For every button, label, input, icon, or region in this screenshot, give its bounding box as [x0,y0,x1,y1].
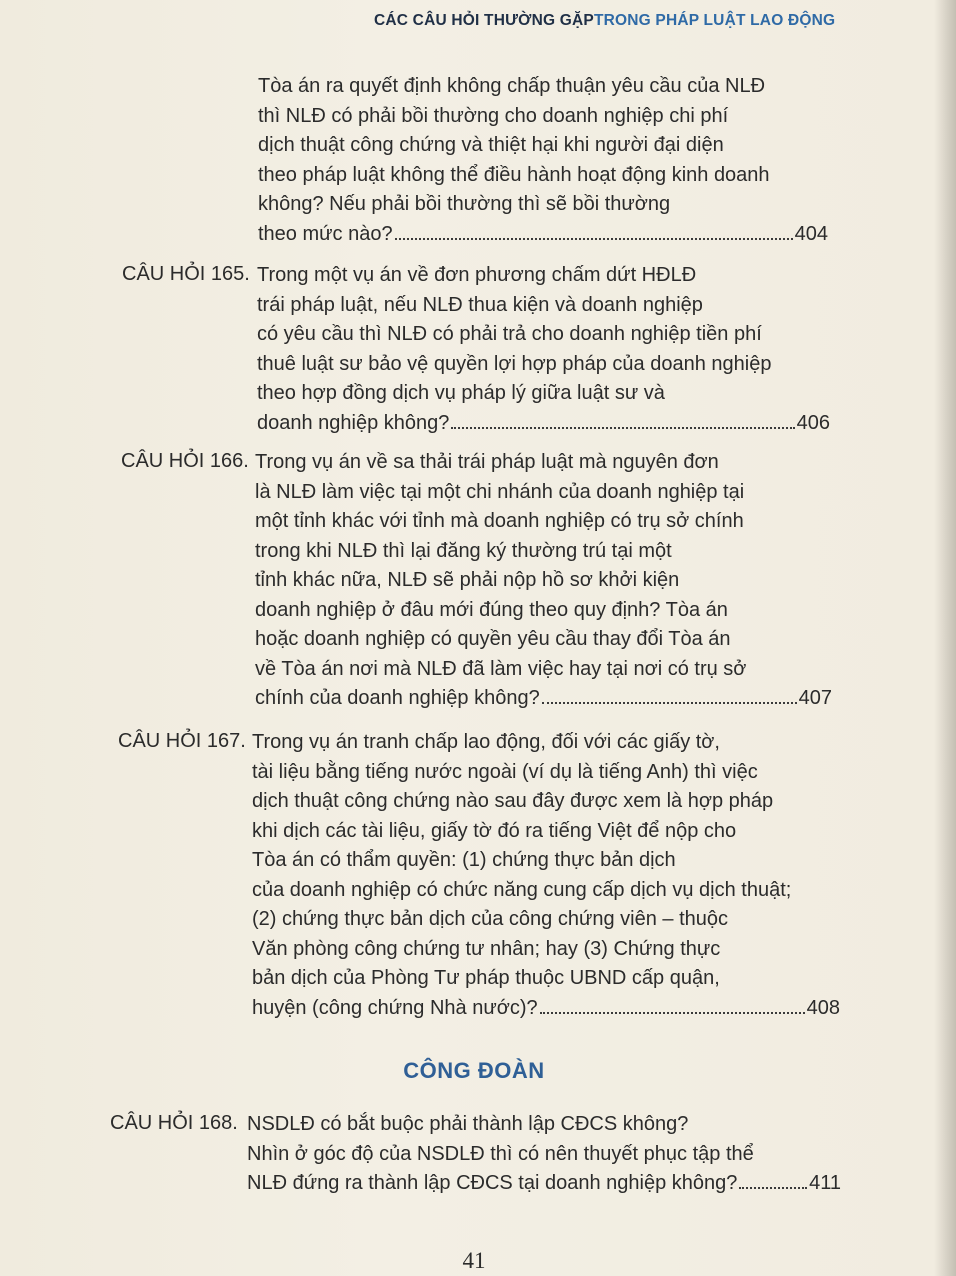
question-number: CÂU HỎI 167. [118,730,246,752]
toc-line: không? Nếu phải bồi thường thì sẽ bồi thường [258,193,671,215]
toc-page-ref: 407 [798,687,832,709]
page-edge-shadow [934,0,956,1276]
toc-line: (2) chứng thực bản dịch của công chứng viên – thuộc [252,908,729,930]
toc-line: có yêu cầu thì NLĐ có phải trả cho doanh nghiệp tiền phí [257,323,762,345]
leader-dots [542,702,797,704]
toc-line: bản dịch của Phòng Tư pháp thuộc UBND cấp quận, [252,967,720,989]
toc-line: chính của doanh nghiệp không? [255,687,540,709]
toc-line: một tỉnh khác với tỉnh mà doanh nghiệp có trụ sở chính [255,510,744,532]
toc-line: Tòa án ra quyết định không chấp thuận yêu cầu của NLĐ [258,75,766,97]
toc-page-ref: 408 [806,996,840,1019]
toc-line: Trong vụ án tranh chấp lao động, đối với các giấy tờ, [252,731,720,753]
question-number: CÂU HỎI 168. [110,1112,238,1134]
toc-line: dịch thuật công chứng nào sau đây được xem là hợp pháp [252,790,774,812]
toc-line: Trong một vụ án về đơn phương chấm dứt HĐLĐ [257,264,697,286]
toc-entry-text [255,448,832,714]
toc-line: tỉnh khác nữa, NLĐ sẽ phải nộp hồ sơ khởi kiện [255,569,680,591]
toc-line: hoặc doanh nghiệp có quyền yêu cầu thay đổi Tòa án [255,628,731,650]
toc-last-line [247,1169,841,1199]
leader-dots [739,1187,807,1189]
toc-line: Tòa án có thẩm quyền: (1) chứng thực bản dịch [252,849,676,871]
toc-line: doanh nghiệp không? [257,411,450,434]
toc-page-ref: 406 [796,411,830,434]
leader-dots [540,1012,805,1014]
question-number: CÂU HỎI 165. [122,263,250,285]
toc-line: Văn phòng công chứng tư nhân; hay (3) Chứng thực [252,937,721,960]
toc-line: trái pháp luật, nếu NLĐ thua kiện và doanh nghiệp [257,293,703,316]
toc-line: tài liệu bằng tiếng nước ngoài (ví dụ là tiếng Anh) thì việc [252,760,758,783]
toc-line: NSDLĐ có bắt buộc phải thành lập CĐCS không? [247,1113,689,1135]
toc-line: theo pháp luật không thể điều hành hoạt động kinh doanh [258,163,770,186]
toc-line: theo hợp đồng dịch vụ pháp lý giữa luật sư và [257,382,665,404]
toc-line: Trong vụ án về sa thải trái pháp luật mà nguyên đơn [255,451,719,473]
toc-line: Nhìn ở góc độ của NSDLĐ thì có nên thuyết phục tập thể [247,1142,754,1165]
toc-page-ref: 404 [794,222,828,245]
toc-line: doanh nghiệp ở đâu mới đúng theo quy định? Tòa án [255,598,728,621]
question-number: CÂU HỎI 166. [121,450,249,472]
section-heading: CÔNG ĐOÀN [403,1058,545,1083]
toc-line: thì NLĐ có phải bồi thường cho doanh nghiệp chi phí [258,104,729,127]
toc-line: khi dịch các tài liệu, giấy tờ đó ra tiếng Việt để nộp cho [252,819,737,842]
toc-last-line [255,684,832,714]
toc-line: trong khi NLĐ thì lại đăng ký thường trú tại một [255,539,672,562]
toc-line: dịch thuật công chứng và thiệt hại khi người đại diện [258,134,724,156]
running-header-part2: TRONG PHÁP LUẬT LAO ĐỘNG [593,12,836,29]
leader-dots [395,238,793,240]
toc-entry-text [258,72,828,249]
toc-line: thuê luật sư bảo vệ quyền lợi hợp pháp của doanh nghiệp [257,352,772,375]
leader-dots [451,427,794,429]
toc-last-line [258,220,828,250]
toc-line: theo mức nào? [258,222,393,245]
toc-entry-text [247,1110,841,1199]
toc-last-line [257,409,830,439]
running-header [374,12,844,30]
toc-page-ref: 411 [809,1172,841,1194]
toc-line: của doanh nghiệp có chức năng cung cấp dịch vụ dịch thuật; [252,878,792,901]
toc-last-line [252,994,840,1024]
toc-entry-text [252,728,838,1023]
page-number: 41 [462,1248,486,1273]
toc-line: NLĐ đứng ra thành lập CĐCS tại doanh nghiệp không? [247,1172,738,1194]
toc-entry-text [257,261,830,438]
running-header-part1: CÁC CÂU HỎI THƯỜNG GẶP [374,12,594,29]
toc-line: là NLĐ làm việc tại một chi nhánh của doanh nghiệp tại [255,480,745,503]
toc-line: huyện (công chứng Nhà nước)? [252,996,538,1019]
toc-line: về Tòa án nơi mà NLĐ đã làm việc hay tại nơi có trụ sở [255,657,747,680]
